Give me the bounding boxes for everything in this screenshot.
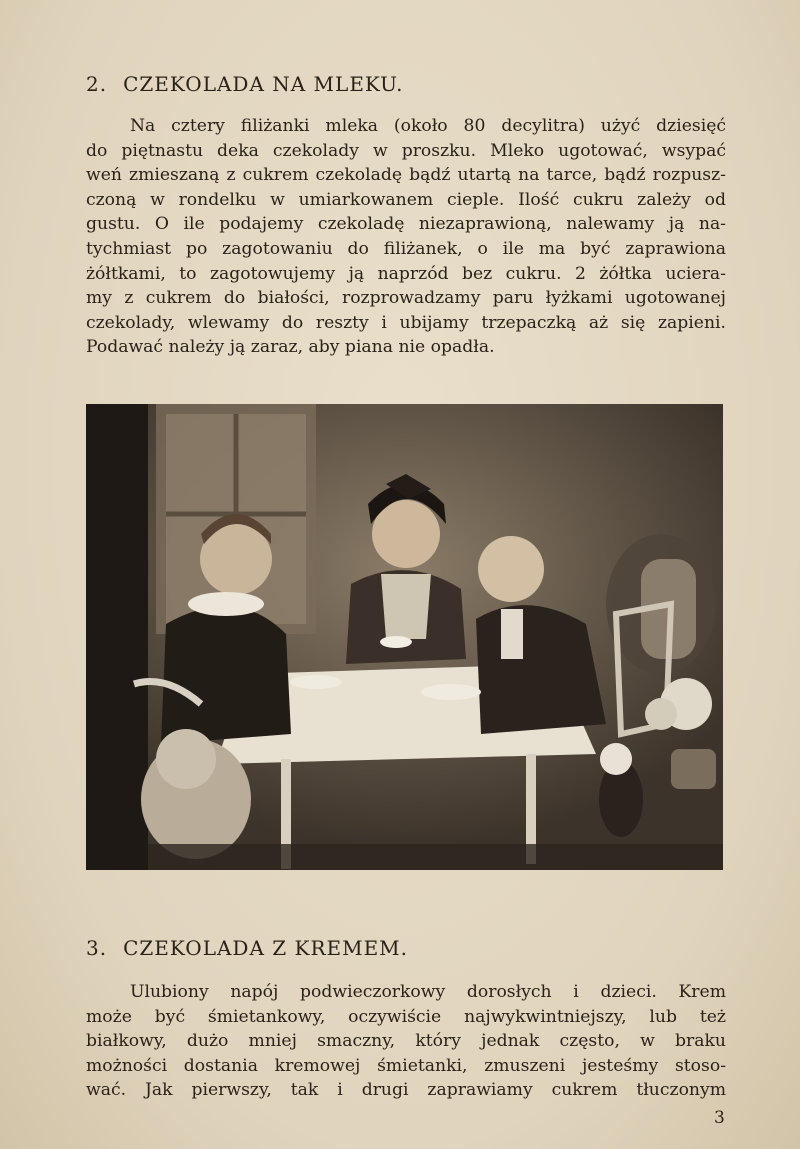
section-number: 2.: [86, 72, 108, 96]
plate: [290, 675, 342, 689]
cup: [380, 636, 412, 648]
child-left-body: [161, 606, 291, 744]
paragraph-line: czekolady, wlewamy do reszty i ubijamy trzepaczką aż się zapieni.: [86, 312, 726, 333]
paragraph-line: weń zmieszaną z cukrem czekoladę bądź utartą na tarce, bądź rozpusz-: [86, 165, 726, 186]
paragraph-line: może być śmietankowy, oczywiście najwykwintniejszy, lub też: [86, 1006, 726, 1027]
paragraph-line: możności dostania kremowej śmietanki, zmuszeni jesteśmy stoso-: [86, 1055, 726, 1076]
paragraph-line: czoną w rondelku w umiarkowanem cieple. Ilość cukru zależy od: [86, 189, 726, 210]
paragraph-line: do piętnastu deka czekolady w proszku. Mleko ugotować, wsypać: [86, 140, 726, 161]
paragraph-line: gustu. O ile podajemy czekoladę niezaprawioną, nalewamy ją na-: [86, 214, 726, 235]
curtain: [86, 404, 148, 870]
photo-illustration: [86, 404, 723, 870]
children-tea-party-photo: [86, 404, 723, 870]
paragraph-line: tychmiast po zagotowaniu do filiżanek, o ile ma być zaprawiona: [86, 238, 726, 259]
section-heading-czekolada-na-mleku: [86, 72, 404, 96]
page-number: 3: [714, 1108, 725, 1128]
paragraph-line: Na cztery filiżanki mleka (około 80 decylitra) użyć dziesięć: [130, 116, 726, 136]
paragraph-line: wać. Jak pierwszy, tak i drugi zaprawiamy cukrem tłuczonym: [86, 1080, 726, 1101]
paragraph-line: Ulubiony napój podwieczorkowy dorosłych i dzieci. Krem: [130, 982, 726, 1002]
paragraph-line: białkowy, dużo mniej smaczny, który jednak często, w braku: [86, 1031, 726, 1052]
section-title: CZEKOLADA NA MLEKU.: [123, 72, 404, 96]
section-heading-czekolada-z-kremem: [86, 936, 408, 960]
section-title: CZEKOLADA Z KREMEM.: [123, 936, 409, 960]
recipe-paragraph-1: [86, 114, 726, 360]
child-right-head: [478, 536, 544, 602]
plate: [421, 684, 481, 700]
recipe-paragraph-2: [86, 980, 726, 1103]
section-number: 3.: [86, 936, 108, 960]
paragraph-line: żółtkami, to zagotowujemy ją naprzód bez cukru. 2 żółtka uciera-: [86, 263, 726, 284]
paragraph-line: my z cukrem do białości, rozprowadzamy paru łyżkami ugotowanej: [86, 288, 726, 309]
paragraph-line: Podawać należy ją zaraz, aby piana nie opadła.: [86, 337, 495, 358]
